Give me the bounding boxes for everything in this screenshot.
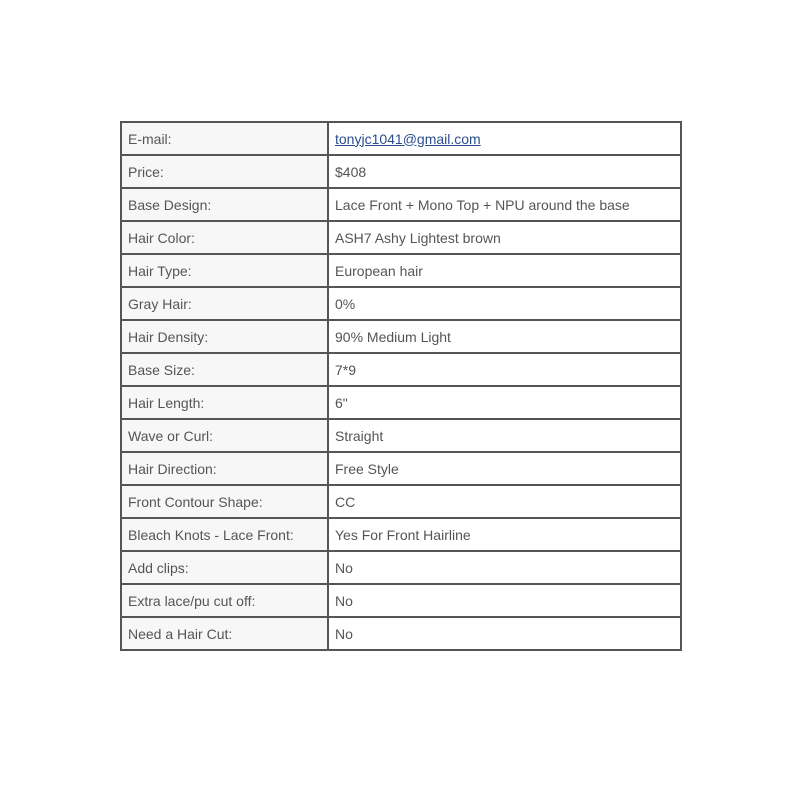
table-row: [121, 287, 681, 320]
table-row: [121, 155, 681, 188]
add-clips-value: No: [328, 551, 681, 584]
bleach-knots-label: Bleach Knots - Lace Front:: [121, 518, 328, 551]
table-row: [121, 452, 681, 485]
base-size-label: Base Size:: [121, 353, 328, 386]
order-details-table: [120, 121, 682, 651]
need-hair-cut-value: No: [328, 617, 681, 650]
table-row: [121, 551, 681, 584]
hair-type-value: European hair: [328, 254, 681, 287]
email-value-cell: [328, 122, 681, 155]
extra-lace-cut-off-label: Extra lace/pu cut off:: [121, 584, 328, 617]
table-row: [121, 122, 681, 155]
hair-color-value: ASH7 Ashy Lightest brown: [328, 221, 681, 254]
table-row: [121, 353, 681, 386]
table-row: [121, 320, 681, 353]
gray-hair-value: 0%: [328, 287, 681, 320]
front-contour-shape-label: Front Contour Shape:: [121, 485, 328, 518]
wave-or-curl-value: Straight: [328, 419, 681, 452]
hair-density-label: Hair Density:: [121, 320, 328, 353]
hair-type-label: Hair Type:: [121, 254, 328, 287]
base-design-label: Base Design:: [121, 188, 328, 221]
table-row: [121, 254, 681, 287]
extra-lace-cut-off-value: No: [328, 584, 681, 617]
table-row: [121, 419, 681, 452]
hair-length-label: Hair Length:: [121, 386, 328, 419]
email-label: E-mail:: [121, 122, 328, 155]
hair-density-value: 90% Medium Light: [328, 320, 681, 353]
gray-hair-label: Gray Hair:: [121, 287, 328, 320]
table-row: [121, 221, 681, 254]
table-row: [121, 584, 681, 617]
hair-color-label: Hair Color:: [121, 221, 328, 254]
hair-length-value: 6": [328, 386, 681, 419]
wave-or-curl-label: Wave or Curl:: [121, 419, 328, 452]
table-row: [121, 386, 681, 419]
base-size-value: 7*9: [328, 353, 681, 386]
table-row: [121, 188, 681, 221]
table-row: [121, 617, 681, 650]
base-design-value: Lace Front + Mono Top + NPU around the base: [328, 188, 681, 221]
front-contour-shape-value: CC: [328, 485, 681, 518]
email-link[interactable]: tonyjc1041@gmail.com: [335, 130, 481, 147]
need-hair-cut-label: Need a Hair Cut:: [121, 617, 328, 650]
hair-direction-label: Hair Direction:: [121, 452, 328, 485]
price-value: $408: [328, 155, 681, 188]
hair-direction-value: Free Style: [328, 452, 681, 485]
bleach-knots-value: Yes For Front Hairline: [328, 518, 681, 551]
table-row: [121, 518, 681, 551]
add-clips-label: Add clips:: [121, 551, 328, 584]
price-label: Price:: [121, 155, 328, 188]
table-row: [121, 485, 681, 518]
